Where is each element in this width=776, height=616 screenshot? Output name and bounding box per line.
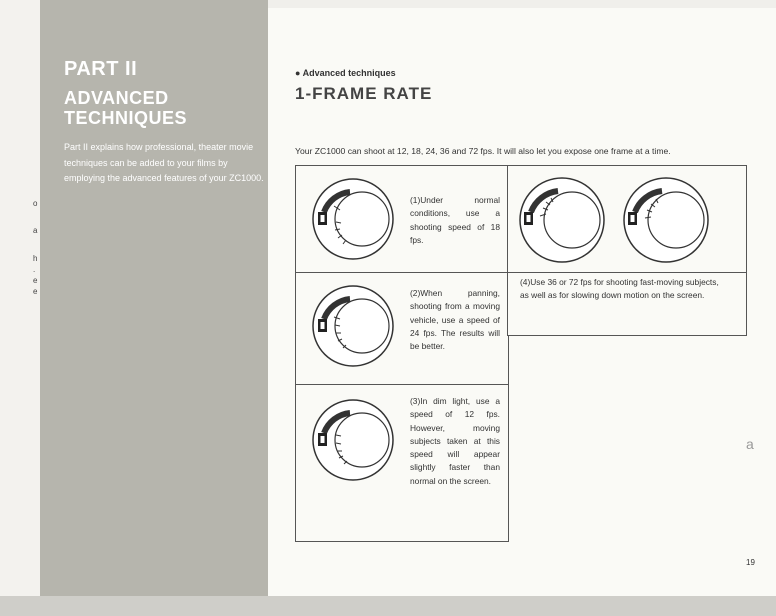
section-kicker: ● Advanced techniques: [295, 68, 396, 78]
page-top-edge: [268, 0, 776, 8]
content-page: [268, 0, 776, 596]
example-box-2: [295, 272, 509, 386]
speed-dial-icon: [310, 397, 396, 483]
text-fragment: e: [33, 276, 38, 285]
text-fragment: h: [33, 254, 38, 263]
part-sidebar: [40, 0, 268, 596]
speed-dial-icon: [620, 174, 712, 266]
svg-text:2: 2: [536, 199, 540, 206]
text-fragment: o: [33, 199, 38, 208]
svg-text:2: 2: [329, 306, 333, 313]
example-caption: (2)When panning, shooting from a moving vehicle, use a speed of 24 fps. The results will be better.: [410, 288, 500, 352]
heading-line: TECHNIQUES: [64, 108, 188, 128]
example-caption: (1)Under normal conditions, use a shooting speed of 18 fps.: [410, 195, 500, 245]
part-intro: Part II explains how professional, theater movie techniques can be added to your films by employing the advanced features of your ZC1000.: [64, 142, 264, 183]
lead-paragraph: Your ZC1000 can shoot at 12, 18, 24, 36 and 72 fps. It will also let you expose one frame at a time.: [295, 146, 671, 156]
text-fragment: a: [33, 226, 38, 235]
heading-line: ADVANCED: [64, 88, 169, 108]
speed-dial-icon: [310, 283, 396, 369]
part-label: PART II: [64, 58, 138, 80]
example-caption: (4)Use 36 or 72 fps for shooting fast-moving subjects, as well as for slowing down motion on the screen.: [520, 277, 719, 301]
example-box-4: [507, 165, 747, 336]
previous-page-edge: [0, 0, 40, 616]
speed-dial-icon: [516, 174, 608, 266]
text-fragment: .: [33, 265, 36, 274]
part-heading: [64, 88, 187, 128]
text-fragment: e: [33, 287, 38, 296]
box-divider: [508, 272, 746, 273]
speed-dial-icon: [310, 176, 396, 262]
section-title: 1-FRAME RATE: [295, 84, 433, 103]
example-box-3: [295, 384, 509, 542]
svg-text:2: 2: [329, 420, 333, 427]
example-caption: (3)In dim light, use a speed of 12 fps. However, moving subjects taken at this speed will appear slightly faster than normal on the screen.: [410, 396, 500, 486]
svg-text:2: 2: [640, 199, 644, 206]
page-number: 19: [746, 558, 755, 567]
page-bottom-edge: [0, 596, 776, 616]
example-box-1: [295, 165, 509, 274]
svg-text:2: 2: [329, 199, 333, 206]
margin-mark: a: [746, 436, 754, 452]
